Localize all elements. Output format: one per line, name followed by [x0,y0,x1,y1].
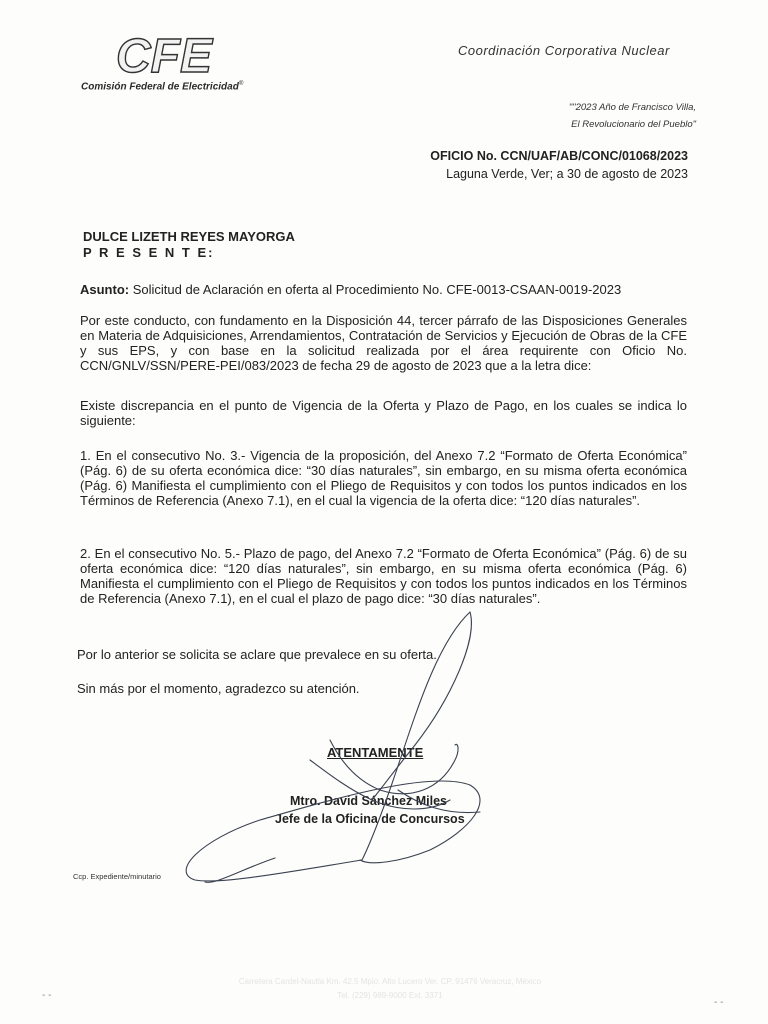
body-paragraph-1: Por este conducto, con fundamento en la Disposición 44, tercer párrafo de las Disposiciones Generales en Materia de Adquisiciones, Arrendamientos, Contratación de Servicios y Ejecución de Obras de la CFE y sus EPS, y con base en la solicitud realizada por el área requirente con Oficio No. CCN/GNLV/SSN/PERE-PEI/083/2023 de fecha 29 de agosto de 2023 que a la letra dice: [80,313,687,373]
department-name: Coordinación Corporativa Nuclear [458,43,670,58]
subject-label: Asunto: [80,282,130,297]
recipient-name: DULCE LIZETH REYES MAYORGA [83,229,295,244]
oficio-number: OFICIO No. CCN/UAF/AB/CONC/01068/2023 [430,149,688,163]
scan-mark-left: - - [42,990,52,1001]
registered-mark: ® [238,81,244,87]
organization-name [81,81,243,92]
carbon-copy-note: Ccp. Expediente/minutario [73,872,161,881]
body-paragraph-3: 1. En el consecutivo No. 3.- Vigencia de la proposición, del Anexo 7.2 “Formato de Oferta Económica” (Pág. 6) de su oferta económica dice: “30 días naturales”, sin embargo, en su misma oferta económica (Pág. 6) Manifiesta el cumplimiento con el Pliego de Requisitos y con todos los puntos indicados en los Términos de Referencia (Anexo 7.1), en el cual la vigencia de la oferta dice: “120 días naturales”. [80,448,687,508]
recipient-block [83,229,295,261]
year-motto-line1: ""2023 Año de Francisco Villa, [568,102,696,113]
footer-address [180,975,600,1003]
signer-title: Jefe de la Oficina de Concursos [275,812,465,826]
footer-address-line1: Carretera Cardel-Nautla Km. 42.5 Mpio. Alto Lucero Ver. CP. 91476 Veracruz, México [238,977,542,986]
subject-text: Solicitud de Aclaración en oferta al Procedimiento No. CFE-0013-CSAAN-0019-2023 [129,282,622,297]
body-paragraph-2: Existe discrepancia en el punto de Vigencia de la Oferta y Plazo de Pago, en los cuales se indica lo siguiente: [80,398,687,428]
scan-mark-right: - - [714,997,724,1008]
subject-line [80,282,687,297]
signer-name: Mtro. David Sánchez Miles [290,794,447,808]
year-motto [569,99,696,133]
year-motto-line2: El Revolucionario del Pueblo" [571,119,696,130]
body-paragraph-6: Sin más por el momento, agradezco su atención. [77,681,360,696]
body-paragraph-5: Por lo anterior se solicita se aclare que prevalece en su oferta. [77,647,437,662]
organization-name-text: Comisión Federal de Electricidad [81,81,239,93]
cfe-logo [114,30,212,83]
footer-address-line2: Tel. (229) 989-9000 Ext. 3371 [337,991,443,1000]
recipient-greeting: P R E S E N T E: [83,245,215,260]
closing-salutation: ATENTAMENTE [327,745,424,760]
body-paragraph-4: 2. En el consecutivo No. 5.- Plazo de pago, del Anexo 7.2 “Formato de Oferta Económica” (Pág. 6) de su oferta económica dice: “120 días naturales”, sin embargo, en su misma oferta económica (Pág. 6) Manifiesta el cumplimiento con el Pliego de Requisitos y con todos los puntos indicados en los Términos de Referencia (Anexo 7.1), en el cual el plazo de pago dice: “30 días naturales”. [80,546,687,606]
cfe-logo-text: CFE [116,30,212,83]
place-and-date: Laguna Verde, Ver; a 30 de agosto de 2023 [446,167,688,181]
